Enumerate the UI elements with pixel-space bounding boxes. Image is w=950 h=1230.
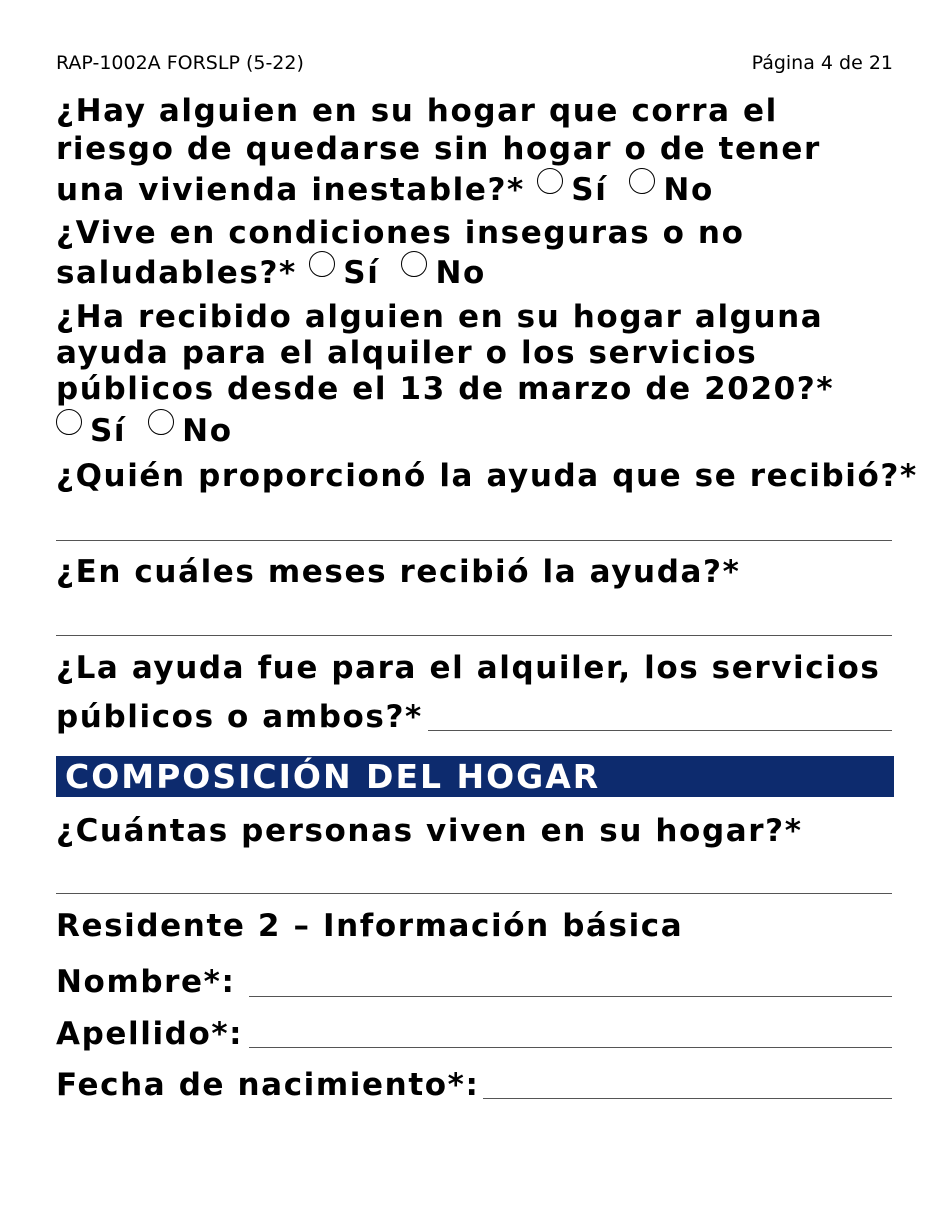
form-id: RAP-1002A FORSLP (5-22) (56, 52, 304, 74)
question-text: ¿Hay alguien en su hogar que corra el riesgo de quedarse sin hogar o de tener una vivienda inestable?* (56, 93, 821, 208)
last-name-label: Apellido*: (56, 1016, 244, 1052)
which-months-input-line[interactable] (56, 635, 892, 636)
resident-heading: Residente 2 – Información básica (56, 908, 684, 944)
radio-no[interactable]: No (629, 172, 713, 208)
question-assistance-type-line2: públicos o ambos?* (56, 699, 423, 735)
dob-input-line[interactable] (483, 1098, 892, 1099)
question-assistance-type-line1: ¿La ayuda fue para el alquiler, los servicios (56, 650, 881, 686)
question-homeless-risk (56, 93, 896, 210)
assistance-type-input-line[interactable] (428, 730, 892, 731)
radio-circle-icon[interactable] (309, 251, 335, 277)
radio-yes[interactable]: Sí (537, 172, 607, 208)
who-provided-input-line[interactable] (56, 540, 892, 541)
radio-circle-icon[interactable] (148, 409, 174, 435)
radio-no[interactable]: No (148, 413, 232, 449)
section-title: COMPOSICIÓN DEL HOGAR (65, 757, 601, 796)
question-household-count: ¿Cuántas personas viven en su hogar?* (56, 813, 803, 849)
question-text: ¿Ha recibido alguien en su hogar alguna ayuda para el alquiler o los servicios públicos desde el 13 de marzo de 2020?* (56, 299, 835, 407)
radio-circle-icon[interactable] (401, 251, 427, 277)
radio-circle-icon[interactable] (629, 168, 655, 194)
question-text: ¿Vive en condiciones inseguras o no saludables?* (56, 215, 745, 291)
radio-circle-icon[interactable] (56, 409, 82, 435)
radio-circle-icon[interactable] (537, 168, 563, 194)
radio-yes[interactable]: Sí (56, 413, 126, 449)
question-unsafe (56, 215, 896, 291)
first-name-input-line[interactable] (249, 996, 892, 997)
dob-label: Fecha de nacimiento*: (56, 1067, 480, 1103)
question-which-months: ¿En cuáles meses recibió la ayuda?* (56, 554, 741, 590)
household-count-input-line[interactable] (56, 893, 892, 894)
radio-yes[interactable]: Sí (309, 255, 379, 291)
last-name-input-line[interactable] (249, 1047, 892, 1048)
radio-no[interactable]: No (401, 255, 485, 291)
section-banner (56, 756, 894, 797)
page-number: Página 4 de 21 (751, 52, 893, 74)
question-assistance (56, 299, 896, 449)
question-who-provided: ¿Quién proporcionó la ayuda que se recibió?* (56, 458, 918, 494)
first-name-label: Nombre*: (56, 964, 236, 1000)
